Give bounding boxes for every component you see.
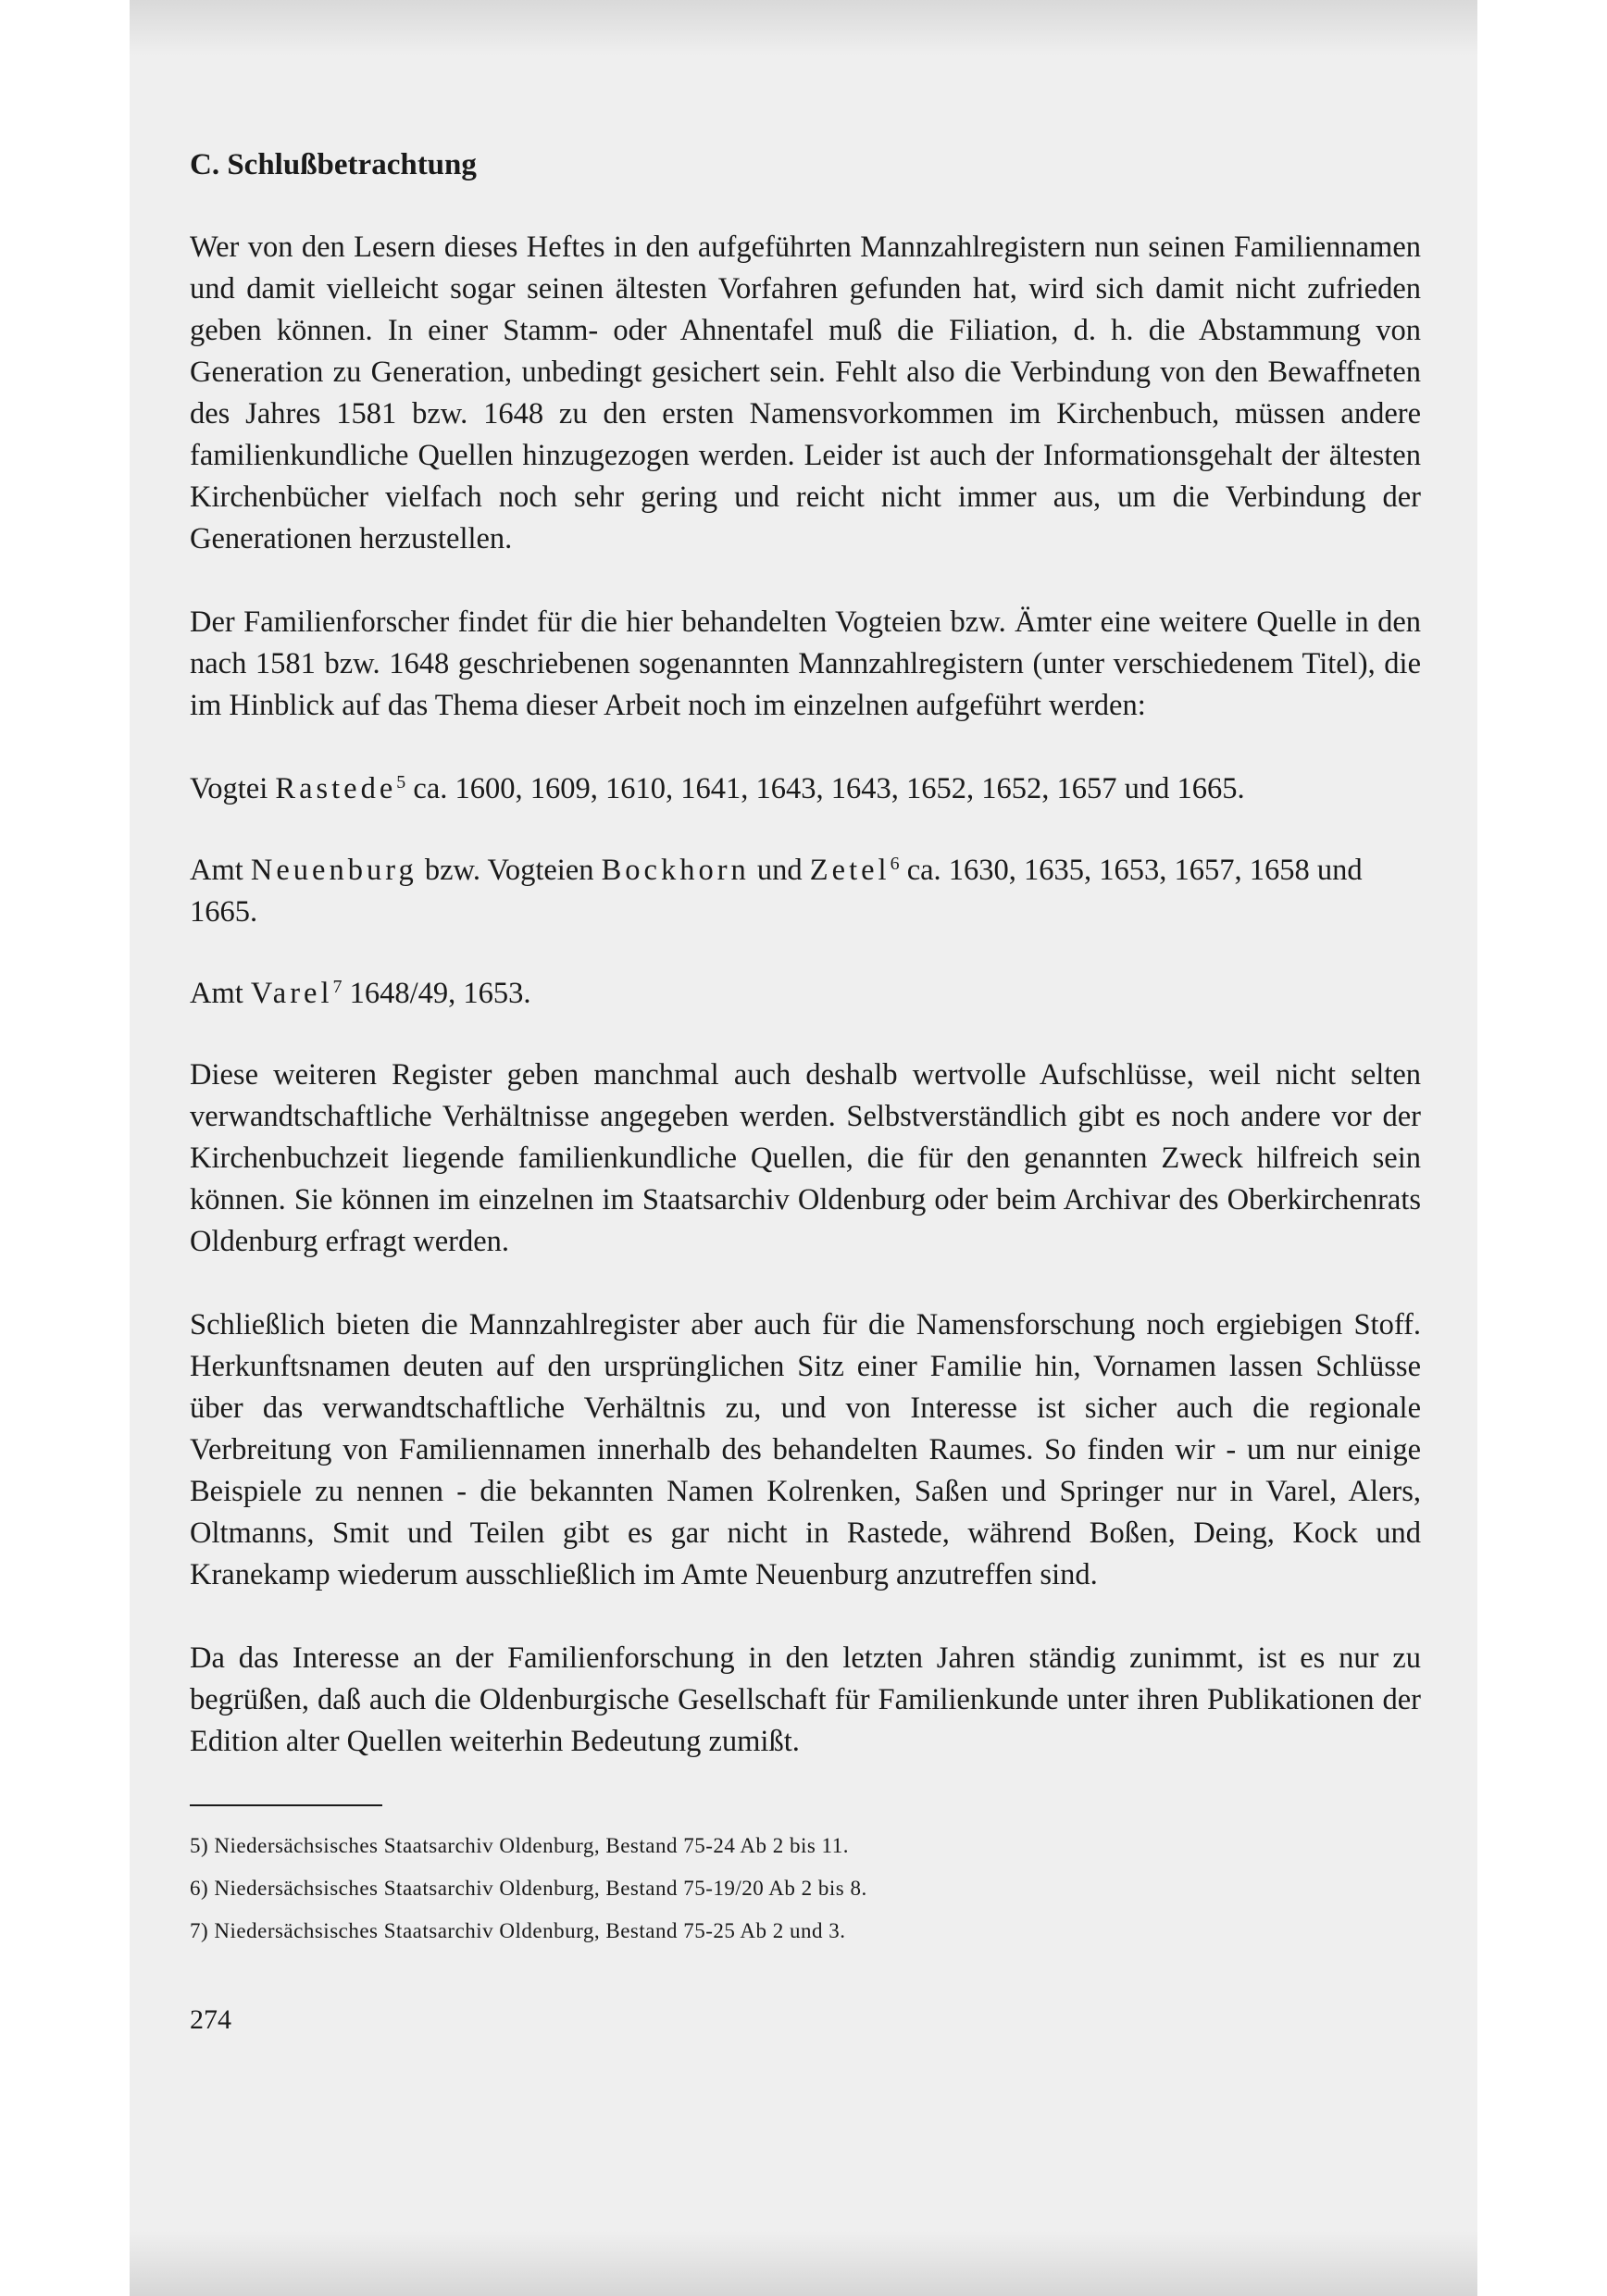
register-connector: bzw. Vogteien — [417, 854, 602, 887]
paragraph-1: Wer von den Lesern dieses Heftes in den aufgeführten Mannzahlregistern nun seinen Familiennamen und damit vielleicht sogar seinen ältesten Vorfahren gefunden hat, wird sich damit nicht zufrieden geben können. In einer Stamm- oder Ahnentafel muß die Filiation, d. h. die Abstammung von Generation zu Generation, unbedingt gesichert sein. Fehlt also die Verbindung von den Bewaffneten des Jahres 1581 bzw. 1648 zu den ersten Namensvorkommen im Kirchenbuch, müssen andere familienkundliche Quellen hinzugezogen werden. Leider ist auch der Informationsgehalt der ältesten Kirchenbücher vielfach noch sehr gering und reicht nicht immer aus, um die Verbindung der Generationen herzustellen. — [190, 231, 1421, 555]
footnote-separator — [190, 1804, 382, 1806]
place-name-zetel: Zetel — [809, 854, 891, 887]
place-name-rastede: Rastede — [275, 772, 397, 805]
register-years-varel: 1648/49, 1653. — [342, 977, 531, 1010]
scan-bottom-shadow — [130, 2231, 1477, 2296]
paragraph-4: Schließlich bieten die Mannzahlregister aber auch für die Namensforschung noch ergiebigen Stoff. Herkunftsnamen deuten auf den ursprünglichen Sitz einer Familie hin, Vornamen lassen Schlüsse über das verwandtschaftliche Verhältnis zu, und von Interesse ist sicher auch die regionale Verbreitung von Familiennamen innerhalb des behandelten Raumes. So finden wir - um nur einige Beispiele zu nennen - die bekannten Namen Kolrenken, Saßen und Springer nur in Varel, Alers, Oltmanns, Smit und Teilen gibt es gar nicht in Rastede, während Boßen, Deing, Kock und Kranekamp wiederum ausschließlich im Amte Neuenburg anzutreffen sind. — [190, 1308, 1421, 1591]
section-heading: C. Schlußbetrachtung — [190, 148, 477, 181]
footnote-7: 7) Niedersächsisches Staatsarchiv Oldenburg, Bestand 75-25 Ab 2 und 3. — [190, 1919, 846, 1942]
footnote-5: 5) Niedersächsisches Staatsarchiv Oldenburg, Bestand 75-24 Ab 2 bis 11. — [190, 1834, 849, 1857]
register-years-neuenburg: ca. 1630, 1635, 1653, 1657, 1658 und 1665. — [190, 854, 1363, 929]
paragraph-2: Der Familienforscher findet für die hier behandelten Vogteien bzw. Ämter eine weitere Quelle in den nach 1581 bzw. 1648 geschriebenen sogenannten Mannzahlregistern (unter verschiedenem Titel), die im Hinblick auf das Thema dieser Arbeit noch im einzelnen aufgeführt werden: — [190, 605, 1421, 722]
page-number: 274 — [190, 2004, 231, 2035]
place-name-neuenburg: Neuenburg — [250, 854, 417, 887]
register-item-rastede — [190, 768, 1421, 810]
footnote-ref-7: 7 — [332, 977, 343, 997]
paragraph-3: Diese weiteren Register geben manchmal auch deshalb wertvolle Aufschlüsse, weil nicht selten verwandtschaftliche Verhältnisse angegeben werden. Selbstverständlich gibt es noch andere vor der Kirchenbuchzeit liegende familienkundliche Quellen, die für den genannten Zweck hilfreich sein können. Sie können im einzelnen im Staatsarchiv Oldenburg oder beim Archivar des Oberkirchenrats Oldenburg erfragt werden. — [190, 1058, 1421, 1258]
scan-top-shadow — [130, 0, 1477, 56]
place-name-bockhorn: Bockhorn — [601, 854, 750, 887]
register-prefix: Amt — [190, 854, 251, 887]
register-item-neuenburg — [190, 850, 1421, 933]
footnote-ref-6: 6 — [890, 854, 900, 874]
register-and: und — [749, 854, 810, 887]
place-name-varel: Varel — [250, 977, 333, 1010]
footnote-ref-5: 5 — [396, 772, 406, 792]
register-item-varel — [190, 973, 1421, 1015]
register-prefix: Amt — [190, 977, 251, 1010]
footnote-6: 6) Niedersächsisches Staatsarchiv Oldenburg, Bestand 75-19/20 Ab 2 bis 8. — [190, 1877, 867, 1900]
register-prefix: Vogtei — [190, 772, 276, 805]
register-years-rastede: ca. 1600, 1609, 1610, 1641, 1643, 1643, 1652, 1652, 1657 und 1665. — [405, 772, 1245, 805]
page-content — [190, 148, 1421, 2036]
paragraph-5: Da das Interesse an der Familienforschung in den letzten Jahren ständig zunimmt, ist es nur zu begrüßen, daß auch die Oldenburgische Gesellschaft für Familienkunde unter ihren Publikationen der Edition alter Quellen weiterhin Bedeutung zumißt. — [190, 1641, 1421, 1758]
